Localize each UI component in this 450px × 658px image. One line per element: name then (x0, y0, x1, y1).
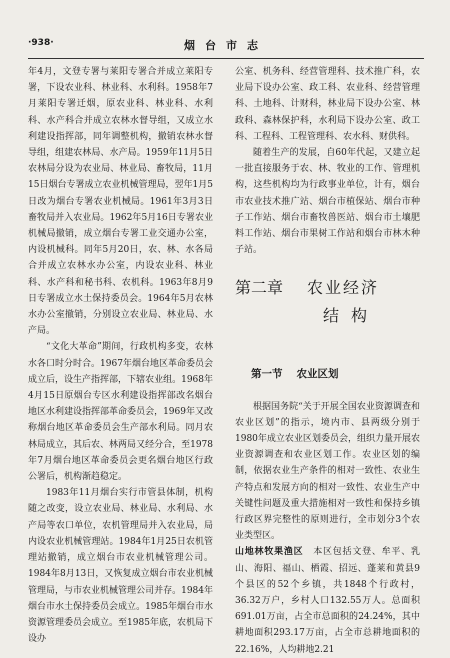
chapter-heading (235, 280, 420, 340)
chapter-title-line-2: 结构 (323, 306, 380, 326)
region-paragraph (235, 544, 420, 657)
section-heading (235, 366, 420, 382)
chapter-title-line-1: 农业经济 (307, 278, 380, 298)
chapter-number: 第二章 (235, 278, 284, 298)
paragraph: “文化大革命”期间，行政机构多变，农林水各口时分时合。1967年烟台地区革命委员会成立后，设生产指挥部，下辖农业组。1968年4月15日原烟台专区水利建设指挥部改名烟台地区水利建设指挥部革命委员会，1969年又改称烟台地区革命委员会生产部水利局。同月农林局成立，其后农、林两局又经分合，至1978年7月烟台地区革命委员会更名烟台地区行政公署后，机构渐趋稳定。 (28, 342, 213, 483)
page-header (28, 37, 424, 53)
section-title: 农业区划 (296, 368, 339, 381)
paragraph: 年4月，文登专署与莱阳专署合并成立莱阳专署，下设农业科、林业科、水利科。1958年7月莱阳专署迁烟，原农业科、林业科、水利科、水产科合并成立农林水督导组，又成立水利建设指挥部，同年调整机构，撤销农林水督导组，组建农林局、水产局。1959年11月5日农林局分设为农业局、林业局、畜牧局，11月15日烟台专署成立农业机械管理局，翌年1月5日改为烟台专署农业机械局。1961年3月3日畜牧局并入农业局。1962年5月16日专署农业机械局撤销，成立烟台专署工业交通办公室，内设机械科。同年5月20日，农、林、水各局合并成立农林水办公室，内设农业科、林业科、水产科和秘书科、农机科。1963年8月9日专署成立水土保持委员会。1964年5月农林水办公室撤销，分别设立农业局、林业局、水产局。 (28, 67, 213, 337)
paragraph: 根据国务院“关于开展全国农业资源调查和农业区划”的指示，境内市、县两级分别于1980年成立农业区划委员会，组织力量开展农业资源调查和农业区划工作。农业区划的编制，依据农业生产条件的相对一致性、农业生产特点和发展方向的相对一致性、农业生产中关键性问题及重大措施相对一致性和保持乡镇行政区界完整性的原则进行，全市划分3个农业类型区。 (235, 401, 420, 542)
paragraph: 随着生产的发展，自60年代起，又建立起一批直接服务于农、林、牧业的工作、管理机构，这些机构均为行政事业单位，计有，烟台市农业技术推广站、烟台市植保站、烟台市种子工作站、烟台市畜牧兽医站、烟台市土壤肥料工作站、烟台市果树工作站和烟台市林木种子站。 (235, 148, 420, 256)
running-title: 烟台市志 (184, 39, 268, 52)
header-rule (28, 58, 424, 59)
paragraph: 公室、机务科、经营管理科、技术推广科，农业局下设办公室、政工科、农业科、经营管理科、土地科、计财科，林业局下设办公室、林政科、森林保护科，水利局下设办公室、政工科、工程科、工程管理科、农水科、财供科。 (235, 67, 420, 142)
region-label: 山地林牧果渔区 (235, 547, 304, 558)
region-text: 本区包括文登、牟平、乳山、海阳、福山、栖霞、招远、蓬莱和黄县9个县区的52个乡镇，共1848个行政村，36.32万户，乡村人口132.55万人。总面积691.01万亩，占全市总面积的24.24%，其中耕地面积293.17万亩，占全市总耕地面积的22.16%，人均耕地2.21 (235, 547, 420, 655)
paragraph: 1983年11月烟台实行市管县体制，机构随之改变，设立农业局、林业局、水利局、水产局等农口单位，农机管理局并入农业局，局内设农业机械管理站。1984年1月25日农机管理站撤销，成立烟台市农业机械管理公司。1984年8月13日，又恢复成立烟台市农业机械管理局，与市农业机械管理公司并存。1984年烟台市水土保持委员会成立。1985年烟台市水资源管理委员会成立。至1985年底，农机局下设办 (28, 488, 213, 645)
section-number: 第一节 (251, 368, 283, 381)
left-column (28, 64, 213, 647)
page-number: ·938· (28, 38, 54, 48)
right-column (235, 64, 420, 658)
